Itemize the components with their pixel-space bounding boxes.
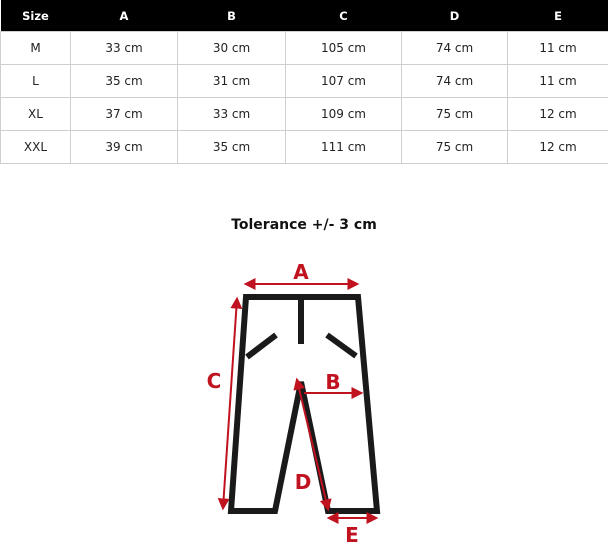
cell-e: 12 cm <box>508 131 608 164</box>
label-b: B <box>325 370 341 394</box>
label-d: D <box>294 470 312 494</box>
header-e: E <box>508 0 608 32</box>
left-pocket-line <box>247 335 276 357</box>
cell-b: 30 cm <box>178 32 286 65</box>
cell-e: 11 cm <box>508 65 608 98</box>
tolerance-note: Tolerance +/- 3 cm <box>231 217 377 233</box>
cell-a: 39 cm <box>71 131 178 164</box>
cell-c: 105 cm <box>286 32 402 65</box>
cell-e: 11 cm <box>508 32 608 65</box>
cell-size: M <box>1 32 71 65</box>
cell-b: 31 cm <box>178 65 286 98</box>
label-e: E <box>345 523 359 547</box>
cell-d: 74 cm <box>402 65 508 98</box>
header-a: A <box>71 0 178 32</box>
cell-size: L <box>1 65 71 98</box>
cell-c: 107 cm <box>286 65 402 98</box>
cell-e: 12 cm <box>508 98 608 131</box>
cell-b: 35 cm <box>178 131 286 164</box>
cell-c: 109 cm <box>286 98 402 131</box>
cell-size: XXL <box>1 131 71 164</box>
cell-c: 111 cm <box>286 131 402 164</box>
header-size: Size <box>1 0 71 32</box>
cell-a: 35 cm <box>71 65 178 98</box>
cell-a: 37 cm <box>71 98 178 131</box>
header-d: D <box>402 0 508 32</box>
label-c: C <box>206 369 222 393</box>
label-a: A <box>293 260 309 284</box>
cell-d: 74 cm <box>402 32 508 65</box>
right-pocket-line <box>327 335 356 356</box>
cell-d: 75 cm <box>402 131 508 164</box>
cell-size: XL <box>1 98 71 131</box>
cell-d: 75 cm <box>402 98 508 131</box>
header-c: C <box>286 0 402 32</box>
cell-a: 33 cm <box>71 32 178 65</box>
cell-b: 33 cm <box>178 98 286 131</box>
header-b: B <box>178 0 286 32</box>
